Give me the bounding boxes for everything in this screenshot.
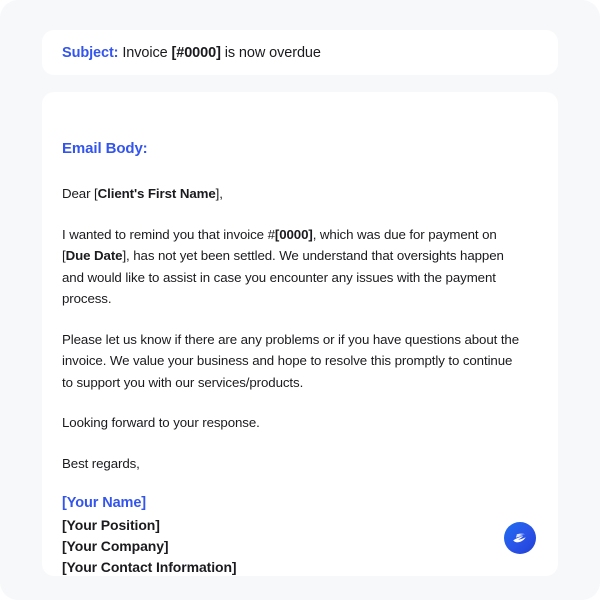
subject-value-suffix: is now overdue [220, 44, 321, 61]
para1-part-a: I wanted to remind you that invoice # [62, 226, 275, 242]
subject-invoice-number: [#0000] [171, 44, 221, 61]
brand-mark-icon [504, 522, 536, 554]
para1-part-e: ], has not yet been settled. We understand that oversights happen and would like to assist in case you encounter any issues with the payment process. [62, 248, 504, 307]
greeting-suffix: ], [215, 186, 223, 201]
paragraph-four: Best regards, [62, 455, 140, 471]
subject-value-prefix: Invoice [118, 44, 172, 61]
subject-line [62, 45, 321, 61]
para1-due-date: Due Date [65, 248, 123, 264]
signature-company: [Your Company] [62, 537, 169, 554]
signature-position: [Your Position] [62, 516, 160, 533]
greeting-placeholder: Client's First Name [97, 186, 216, 201]
signature-contact: [Your Contact Information] [62, 558, 237, 575]
greeting-prefix: Dear [ [62, 186, 98, 201]
para1-part-c: , which was due for payment on [ [62, 226, 497, 264]
subject-card [42, 30, 558, 75]
subject-label: Subject: [62, 44, 119, 61]
signature-block [62, 493, 520, 576]
email-body-heading: Email Body: [62, 140, 148, 157]
paragraph-one [62, 224, 520, 310]
paragraph-three: Looking forward to your response. [62, 415, 260, 431]
greeting-paragraph [62, 183, 520, 205]
email-body-card [42, 92, 558, 576]
para1-invoice-number: [0000] [274, 226, 313, 242]
email-body-content [42, 92, 558, 576]
signature-name: [Your Name] [62, 495, 147, 512]
paragraph-two: Please let us know if there are any problems or if you have questions about the invoice. We value your business and hope to resolve this promptly to continue to support you with our services/products. [62, 331, 520, 390]
